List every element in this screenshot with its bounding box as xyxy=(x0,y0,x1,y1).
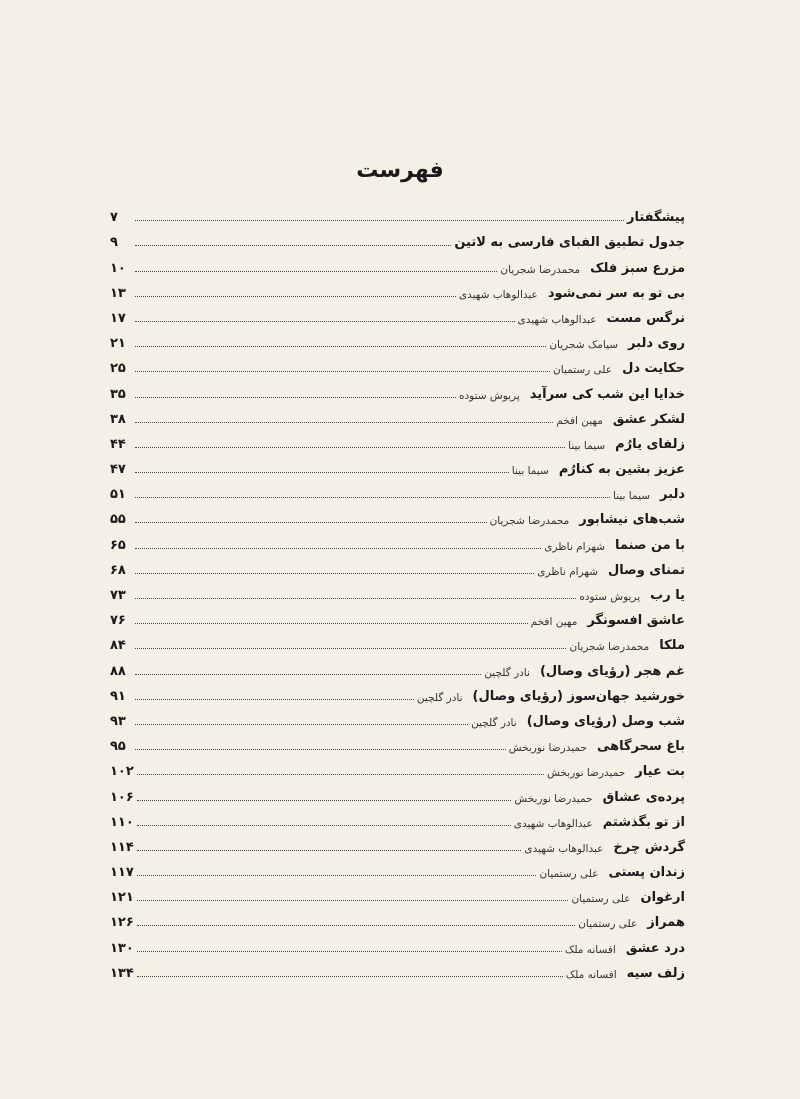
toc-entry-title: شب وصل (رؤیای وصال) xyxy=(526,713,685,729)
toc-entry-page-number: ۱۳ xyxy=(110,285,126,301)
toc-entry-title: درد عشق xyxy=(625,940,685,956)
toc-entry-page-number: ۹۱ xyxy=(110,688,126,704)
toc-entry-page-number: ۹ xyxy=(110,235,118,251)
dot-leader xyxy=(137,924,575,926)
toc-entry xyxy=(110,250,685,275)
toc-entry xyxy=(110,376,685,401)
toc-entry-title: روی دلبر xyxy=(628,336,685,352)
toc-entry xyxy=(110,653,685,678)
toc-entry xyxy=(110,729,685,754)
toc-entry-page-number: ۷ xyxy=(110,210,118,226)
toc-entry-page-number: ۱۰ xyxy=(110,260,126,276)
toc-entry-page-number: ۴۴ xyxy=(110,436,126,452)
toc-entry-artist: علی رستمیان xyxy=(571,893,631,906)
toc-entry-title: نرگس مست xyxy=(606,310,685,326)
dot-leader xyxy=(135,471,509,473)
toc-entry-page-number: ۷۳ xyxy=(110,588,126,603)
toc-entry-page-number: ۱۳۰ xyxy=(110,940,134,956)
toc-entry-title: خدایا این شب کی سرآید xyxy=(529,386,685,402)
dot-leader xyxy=(137,950,562,952)
toc-entry xyxy=(110,502,685,527)
toc-entry-artist: نادر گلچین xyxy=(416,691,463,704)
toc-entry-artist: افسانه ملک xyxy=(565,968,617,981)
toc-entry xyxy=(110,805,685,830)
toc-entry xyxy=(110,326,685,351)
toc-entry-page-number: ۹۵ xyxy=(110,739,126,755)
toc-entry-page-number: ۱۲۶ xyxy=(110,915,134,931)
toc-entry xyxy=(110,225,685,250)
toc-entry-title: پیشگفتار xyxy=(626,210,685,226)
dot-leader xyxy=(135,446,565,448)
toc-entry-title: دلبر xyxy=(660,487,685,503)
toc-entry-page-number: ۷۶ xyxy=(110,613,126,629)
dot-leader xyxy=(135,547,541,549)
toc-entry xyxy=(110,679,685,704)
toc-entry-artist: علی رستمیان xyxy=(553,364,613,377)
toc-entry-page-number: ۶۵ xyxy=(110,537,126,553)
toc-entry-title: لشکر عشق xyxy=(612,411,685,427)
toc-entry-title: همراز xyxy=(647,915,685,931)
toc-entry-artist: مهین افخم xyxy=(556,414,603,427)
toc-entry-title: شب‌های نیشابور xyxy=(579,512,685,528)
toc-entry-page-number: ۱۷ xyxy=(110,310,126,326)
toc-entry-title: زندان پستی xyxy=(608,865,685,881)
dot-leader xyxy=(137,874,537,876)
toc-entry-page-number: ۵۱ xyxy=(110,487,126,503)
dot-leader xyxy=(135,622,528,624)
toc-entry-page-number: ۸۸ xyxy=(110,663,126,679)
dot-leader xyxy=(135,597,576,599)
toc-entry-artist: عبدالوهاب شهیدی xyxy=(458,288,538,301)
toc-entry-title: عزیز بشین به کنارُم xyxy=(558,462,685,478)
toc-entry-title: جدول تطبیق الفبای فارسی به لاتین xyxy=(454,235,685,251)
toc-entry-artist: محمدرضا شجریان xyxy=(500,263,581,276)
toc-entry-artist: شهرام ناظری xyxy=(544,540,605,553)
toc-entry-artist: سیامک شجریان xyxy=(549,339,619,352)
toc-entry-page-number: ۱۱۰ xyxy=(110,814,134,830)
toc-entry-page-number: ۶۸ xyxy=(110,562,126,578)
toc-entry-title: تمنای وصال xyxy=(607,562,685,578)
toc-entry-artist: حمیدرضا نوربخش xyxy=(514,792,593,805)
dot-leader xyxy=(135,496,610,498)
toc-entry xyxy=(110,402,685,427)
toc-entry-title: پرده‌ی عشاق xyxy=(602,789,685,805)
toc-entry-artist: محمدرضا شجریان xyxy=(489,515,570,528)
dot-leader xyxy=(135,244,451,246)
toc-entry-page-number: ۲۱ xyxy=(110,336,126,352)
toc-entry-title: خورشید جهان‌سوز (رؤیای وصال) xyxy=(472,688,685,704)
toc-entry-artist: عبدالوهاب شهیدی xyxy=(513,817,593,830)
toc-entry xyxy=(110,754,685,779)
toc-entry xyxy=(110,301,685,326)
toc-entry-artist: علی رستمیان xyxy=(578,918,638,931)
toc-entry-title: بت عیار xyxy=(635,764,685,780)
toc-entry-page-number: ۱۰۶ xyxy=(110,789,134,805)
toc-entry xyxy=(110,527,685,552)
toc-entry-page-number: ۱۲۱ xyxy=(110,890,134,906)
toc-entry xyxy=(110,427,685,452)
toc-entry xyxy=(110,200,685,225)
toc-entry-title: عاشق افسونگر xyxy=(587,613,685,629)
toc-entry-artist: مهین افخم xyxy=(530,616,578,629)
toc-entry xyxy=(110,452,685,477)
toc-entry-title: زلفای یارُم xyxy=(615,436,685,452)
toc-entry-title: زلف سیه xyxy=(626,965,685,981)
toc-entry xyxy=(110,477,685,502)
toc-entry-title: غم هجر (رؤیای وصال) xyxy=(539,663,685,679)
dot-leader xyxy=(135,647,566,649)
toc-entry xyxy=(110,830,685,855)
dot-leader xyxy=(135,748,506,750)
toc-entry-artist: افسانه ملک xyxy=(564,943,616,956)
toc-entry-page-number: ۳۵ xyxy=(110,386,126,402)
toc-entry-artist: شهرام ناظری xyxy=(537,565,598,578)
toc-entry-page-number: ۱۱۴ xyxy=(110,839,134,855)
dot-leader xyxy=(135,723,468,725)
toc-entry-title: باغ سحرگاهی xyxy=(596,739,685,755)
toc-entry-artist: حمیدرضا نوربخش xyxy=(546,767,626,780)
toc-entry-artist: سیما بینا xyxy=(511,465,549,478)
table-of-contents xyxy=(110,200,685,981)
dot-leader xyxy=(137,849,522,851)
dot-leader xyxy=(137,824,511,826)
dot-leader xyxy=(135,521,487,523)
toc-entry-page-number: ۲۵ xyxy=(110,361,126,377)
toc-entry-title: حکایت دل xyxy=(622,361,685,377)
toc-entry-page-number: ۹۳ xyxy=(110,713,126,729)
toc-entry-artist: پریوش ستوده xyxy=(579,591,641,603)
dot-leader xyxy=(135,219,624,221)
toc-entry xyxy=(110,553,685,578)
toc-entry-title: مزرع سبز فلک xyxy=(590,260,685,276)
dot-leader xyxy=(135,698,414,700)
dot-leader xyxy=(135,572,534,574)
toc-entry-title: از تو بگذشتم xyxy=(602,814,685,830)
toc-entry-artist: پریوش ستوده xyxy=(458,389,520,402)
toc-entry-artist: محمدرضا شجریان xyxy=(569,641,650,654)
toc-entry xyxy=(110,628,685,653)
toc-entry-artist: عبدالوهاب شهیدی xyxy=(517,313,597,326)
dot-leader xyxy=(135,295,456,297)
toc-entry-page-number: ۱۳۴ xyxy=(110,965,134,981)
toc-entry xyxy=(110,905,685,930)
dot-leader xyxy=(137,799,512,801)
toc-entry-title: با من صنما xyxy=(614,537,685,553)
toc-entry-page-number: ۵۵ xyxy=(110,512,126,528)
toc-entry-artist: سیما بینا xyxy=(568,439,606,452)
toc-entry-page-number: ۱۰۲ xyxy=(110,764,134,780)
dot-leader xyxy=(135,345,546,347)
toc-entry-title: گردش چرخ xyxy=(613,839,685,855)
toc-entry-artist: نادر گلچین xyxy=(484,666,530,679)
toc-entry xyxy=(110,956,685,981)
toc-entry-title: بی تو به سر نمی‌شود xyxy=(547,285,685,301)
toc-entry xyxy=(110,351,685,376)
toc-entry-page-number: ۱۱۷ xyxy=(110,865,134,881)
dot-leader xyxy=(135,270,497,272)
dot-leader xyxy=(135,421,553,423)
toc-entry xyxy=(110,578,685,603)
toc-entry-artist: سیما بینا xyxy=(613,490,651,503)
toc-entry-page-number: ۴۷ xyxy=(110,462,126,478)
toc-entry xyxy=(110,855,685,880)
toc-entry-artist: نادر گلچین xyxy=(471,716,517,729)
toc-entry-title: ارغوان xyxy=(640,890,685,906)
dot-leader xyxy=(135,673,481,675)
toc-entry-page-number: ۳۸ xyxy=(110,411,126,427)
toc-entry xyxy=(110,779,685,804)
toc-entry xyxy=(110,880,685,905)
dot-leader xyxy=(137,975,563,977)
dot-leader xyxy=(135,370,550,372)
toc-entry xyxy=(110,704,685,729)
toc-entry xyxy=(110,603,685,628)
toc-entry xyxy=(110,930,685,955)
dot-leader xyxy=(135,320,515,322)
dot-leader xyxy=(137,773,544,775)
toc-entry-artist: عبدالوهاب شهیدی xyxy=(524,842,604,855)
toc-entry-title: ملکا xyxy=(659,638,685,654)
toc-entry xyxy=(110,276,685,301)
toc-entry-artist: حمیدرضا نوربخش xyxy=(508,742,587,755)
page-title: فهرست xyxy=(356,158,444,183)
toc-entry-title: یا رب xyxy=(650,588,685,603)
toc-entry-artist: علی رستمیان xyxy=(539,868,599,881)
toc-entry-page-number: ۸۴ xyxy=(110,638,126,654)
dot-leader xyxy=(137,899,569,901)
dot-leader xyxy=(135,396,456,398)
